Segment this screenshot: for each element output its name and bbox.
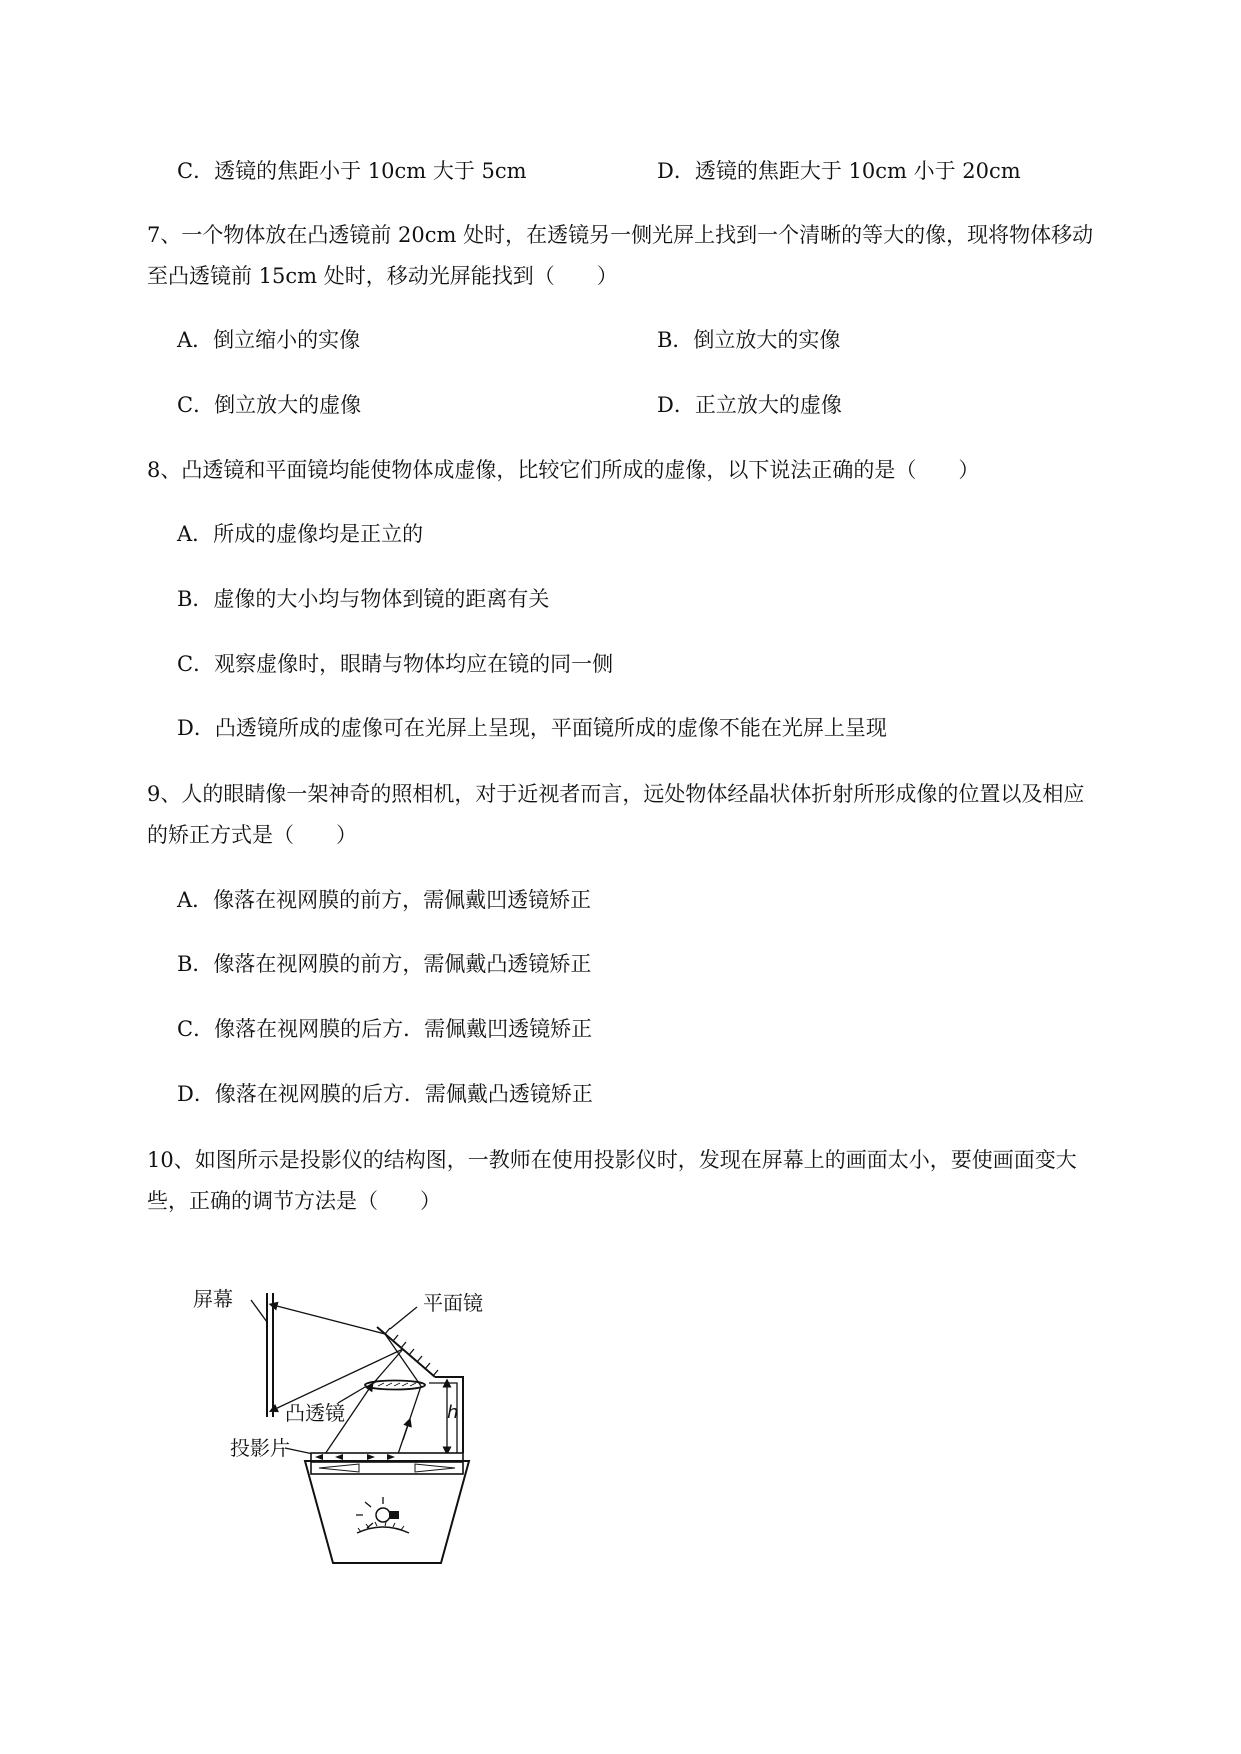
- ray-right-up: [397, 1386, 421, 1457]
- label-mirror: 平面镜: [423, 1291, 483, 1315]
- q10-stem-line2: 些，正确的调节方法是（ ）: [147, 1189, 441, 1213]
- q9-option-d: D．像落在视网膜的后方．需佩戴凸透镜矫正: [177, 1082, 593, 1106]
- q10-stem-line1: 10、如图所示是投影仪的结构图，一教师在使用投影仪时，发现在屏幕上的画面太小，要使画面变大: [147, 1148, 1077, 1172]
- q8-option-a: A．所成的虚像均是正立的: [177, 522, 424, 546]
- label-slide: 投影片: [230, 1436, 290, 1460]
- q7-option-d: D．正立放大的虚像: [657, 393, 842, 417]
- q7-option-c: C．倒立放大的虚像: [177, 393, 362, 417]
- label-screen: 屏幕: [193, 1287, 233, 1311]
- lamp-housing: [305, 1461, 469, 1563]
- leader-mirror: [390, 1307, 417, 1329]
- q8-option-b: B．虚像的大小均与物体到镜的距离有关: [177, 587, 550, 611]
- plane-mirror-shape: [377, 1327, 438, 1377]
- condenser-shape: [311, 1462, 463, 1474]
- label-lens: 凸透镜: [285, 1401, 345, 1425]
- q8-option-c: C．观察虚像时，眼睛与物体均应在镜的同一侧: [177, 652, 614, 676]
- q8-stem-line1: 8、凸透镜和平面镜均能使物体成虚像，比较它们所成的虚像，以下说法正确的是（ ）: [147, 458, 980, 482]
- q7-stem-line1: 7、一个物体放在凸透镜前 20cm 处时，在透镜另一侧光屏上找到一个清晰的等大的像，现将物体移动: [147, 223, 1094, 247]
- q9-stem-line1: 9、人的眼睛像一架神奇的照相机，对于近视者而言，远处物体经晶状体折射所形成像的位置以及相应: [147, 782, 1085, 806]
- q6-option-d: D．透镜的焦距大于 10cm 小于 20cm: [657, 159, 1021, 183]
- q7-option-b: B．倒立放大的实像: [657, 328, 841, 352]
- ray-right-arrow: [403, 1422, 409, 1440]
- lamp-icon: [356, 1497, 409, 1533]
- leader-screen: [251, 1300, 267, 1322]
- projector-diagram: [185, 1285, 515, 1570]
- q9-option-c: C．像落在视网膜的后方．需佩戴凹透镜矫正: [177, 1017, 593, 1041]
- q7-option-a: A．倒立缩小的实像: [177, 328, 361, 352]
- q9-stem-line2: 的矫正方式是（ ）: [147, 823, 357, 847]
- ray-to-screen-top: [273, 1305, 385, 1334]
- label-h: h: [447, 1402, 459, 1423]
- q9-option-b: B．像落在视网膜的前方，需佩戴凸透镜矫正: [177, 952, 592, 976]
- q7-stem-line2: 至凸透镜前 15cm 处时，移动光屏能找到（ ）: [147, 264, 618, 288]
- q6-option-c: C．透镜的焦距小于 10cm 大于 5cm: [177, 159, 527, 183]
- q8-option-d: D．凸透镜所成的虚像可在光屏上呈现，平面镜所成的虚像不能在光屏上呈现: [177, 716, 887, 740]
- screen-shape: [267, 1293, 273, 1417]
- q9-option-a: A．像落在视网膜的前方，需佩戴凹透镜矫正: [177, 888, 592, 912]
